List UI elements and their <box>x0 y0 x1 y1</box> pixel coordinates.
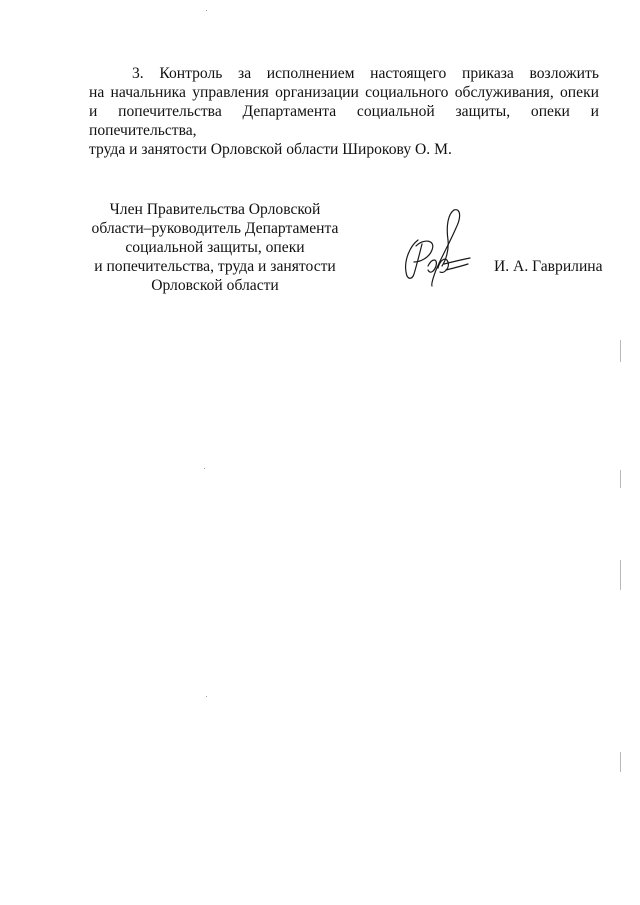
scan-speck <box>206 10 207 11</box>
position-line: Орловской области <box>151 277 279 294</box>
scan-edge-mark <box>620 560 621 590</box>
scan-edge-mark <box>620 470 621 488</box>
paragraph-3 <box>89 64 599 159</box>
paragraph-word: 3. <box>132 65 144 82</box>
scan-edge-mark <box>620 752 621 772</box>
paragraph-line-4: труда и занятости Орловской области Широкову О. М. <box>89 141 452 158</box>
paragraph-word: приказа <box>462 65 514 82</box>
paragraph-word: Контроль <box>159 65 223 82</box>
paragraph-word: за <box>238 65 252 82</box>
handwritten-signature-icon <box>398 206 478 288</box>
scan-edge-mark <box>620 340 621 362</box>
paragraph-word: возложить <box>529 65 599 82</box>
position-line: социальной защиты, опеки <box>125 239 305 256</box>
position-line: области–руководитель Департамента <box>91 220 339 237</box>
signer-name: И. А. Гаврилина <box>494 258 603 275</box>
scan-speck <box>206 696 207 697</box>
paragraph-word: настоящего <box>370 65 447 82</box>
paragraph-line-1 <box>89 64 599 83</box>
paragraph-word: исполнением <box>266 65 355 82</box>
scan-speck <box>204 468 205 469</box>
paragraph-line-3: и попечительства Департамента социальной защиты, опеки и попечительства, <box>89 103 599 139</box>
paragraph-line-2: на начальника управления организации социального обслуживания, опеки <box>89 84 599 101</box>
position-line: Член Правительства Орловской <box>109 201 321 218</box>
position-line: и попечительства, труда и занятости <box>94 258 336 275</box>
signatory-position <box>80 200 350 295</box>
